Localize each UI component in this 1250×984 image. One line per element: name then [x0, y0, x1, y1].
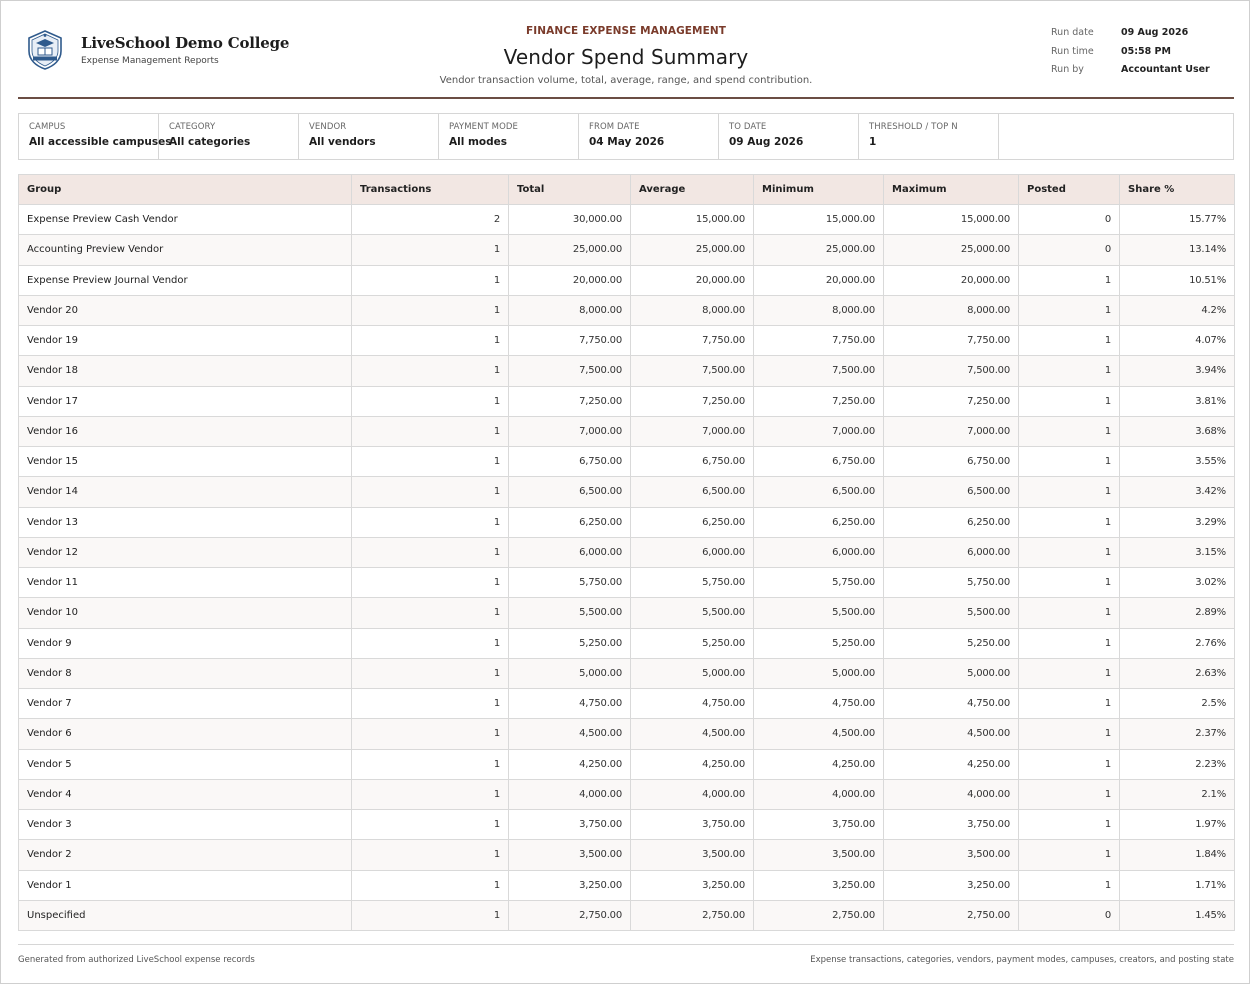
value-cell: 3.02%: [1120, 568, 1235, 598]
value-cell: 3,500.00: [509, 840, 631, 870]
value-cell: 5,750.00: [884, 568, 1019, 598]
value-cell: 1.97%: [1120, 810, 1235, 840]
value-cell: 6,000.00: [884, 537, 1019, 567]
page-title: Vendor Spend Summary: [503, 45, 749, 69]
value-cell: 7,750.00: [509, 326, 631, 356]
value-cell: 13.14%: [1120, 235, 1235, 265]
value-cell: 1: [352, 386, 509, 416]
value-cell: 3,500.00: [631, 840, 754, 870]
value-cell: 2.89%: [1120, 598, 1235, 628]
run-date-row: [1051, 27, 1210, 46]
value-cell: 4,500.00: [631, 719, 754, 749]
value-cell: 4,250.00: [509, 749, 631, 779]
value-cell: 15,000.00: [631, 205, 754, 235]
group-cell: Vendor 16: [19, 416, 352, 446]
value-cell: 1: [352, 719, 509, 749]
value-cell: 7,000.00: [509, 416, 631, 446]
filter-label: TO DATE: [729, 122, 767, 132]
group-cell: Expense Preview Journal Vendor: [19, 265, 352, 295]
value-cell: 2.76%: [1120, 628, 1235, 658]
value-cell: 1: [352, 507, 509, 537]
group-cell: Vendor 11: [19, 568, 352, 598]
group-cell: Vendor 20: [19, 295, 352, 325]
filter-value: 04 May 2026: [589, 136, 665, 148]
group-cell: Vendor 3: [19, 810, 352, 840]
value-cell: 7,750.00: [631, 326, 754, 356]
filter-label: FROM DATE: [589, 122, 640, 132]
value-cell: 4,500.00: [509, 719, 631, 749]
table-row: [19, 870, 1235, 900]
value-cell: 4,750.00: [754, 689, 884, 719]
value-cell: 7,250.00: [754, 386, 884, 416]
value-cell: 7,500.00: [884, 356, 1019, 386]
group-cell: Vendor 19: [19, 326, 352, 356]
run-by-row: [1051, 64, 1210, 83]
value-cell: 1: [1019, 295, 1120, 325]
value-cell: 1.71%: [1120, 870, 1235, 900]
value-cell: 5,000.00: [884, 658, 1019, 688]
value-cell: 3,750.00: [884, 810, 1019, 840]
value-cell: 1: [1019, 416, 1120, 446]
value-cell: 1: [1019, 386, 1120, 416]
value-cell: 4,500.00: [754, 719, 884, 749]
value-cell: 5,000.00: [509, 658, 631, 688]
run-meta: [1051, 27, 1210, 83]
value-cell: 25,000.00: [631, 235, 754, 265]
column-header: Transactions: [352, 175, 509, 205]
value-cell: 6,750.00: [631, 447, 754, 477]
value-cell: 4,000.00: [754, 779, 884, 809]
table-row: [19, 265, 1235, 295]
value-cell: 3,750.00: [631, 810, 754, 840]
value-cell: 1: [1019, 810, 1120, 840]
value-cell: 7,250.00: [884, 386, 1019, 416]
value-cell: 3,250.00: [631, 870, 754, 900]
vendor-spend-table: [18, 174, 1235, 931]
value-cell: 0: [1019, 900, 1120, 930]
table-row: [19, 568, 1235, 598]
filter-value: All vendors: [309, 136, 376, 148]
value-cell: 1: [352, 749, 509, 779]
group-cell: Vendor 7: [19, 689, 352, 719]
table-row: [19, 537, 1235, 567]
value-cell: 1: [352, 537, 509, 567]
value-cell: 2.5%: [1120, 689, 1235, 719]
value-cell: 3.55%: [1120, 447, 1235, 477]
value-cell: 3.94%: [1120, 356, 1235, 386]
report-header: [18, 15, 1234, 99]
value-cell: 1: [352, 900, 509, 930]
value-cell: 3.68%: [1120, 416, 1235, 446]
value-cell: 5,250.00: [754, 628, 884, 658]
table-row: [19, 386, 1235, 416]
value-cell: 8,000.00: [884, 295, 1019, 325]
value-cell: 1: [1019, 658, 1120, 688]
value-cell: 4,750.00: [884, 689, 1019, 719]
value-cell: 3.15%: [1120, 537, 1235, 567]
run-time-label: Run time: [1051, 45, 1094, 57]
value-cell: 1: [1019, 265, 1120, 295]
value-cell: 1: [352, 326, 509, 356]
table-header: [19, 175, 1235, 205]
value-cell: 1: [352, 779, 509, 809]
table-row: [19, 598, 1235, 628]
table-row: [19, 205, 1235, 235]
filter-value: 09 Aug 2026: [729, 136, 804, 148]
footer-left-note: Generated from authorized LiveSchool expense records: [18, 955, 255, 965]
value-cell: 2,750.00: [754, 900, 884, 930]
table-row: [19, 719, 1235, 749]
value-cell: 4,250.00: [631, 749, 754, 779]
filter-from-date: [579, 114, 719, 159]
value-cell: 1: [1019, 779, 1120, 809]
group-cell: Vendor 4: [19, 779, 352, 809]
value-cell: 3.42%: [1120, 477, 1235, 507]
value-cell: 4,750.00: [631, 689, 754, 719]
table-row: [19, 689, 1235, 719]
value-cell: 1: [1019, 537, 1120, 567]
value-cell: 6,250.00: [631, 507, 754, 537]
value-cell: 6,250.00: [754, 507, 884, 537]
column-header: Maximum: [884, 175, 1019, 205]
value-cell: 5,000.00: [631, 658, 754, 688]
value-cell: 3,750.00: [754, 810, 884, 840]
value-cell: 25,000.00: [754, 235, 884, 265]
value-cell: 1: [1019, 507, 1120, 537]
table-row: [19, 507, 1235, 537]
table-row: [19, 658, 1235, 688]
value-cell: 1: [1019, 568, 1120, 598]
value-cell: 7,250.00: [631, 386, 754, 416]
filter-label: VENDOR: [309, 122, 347, 132]
value-cell: 7,000.00: [754, 416, 884, 446]
run-time-value: 05:58 PM: [1121, 45, 1171, 57]
filter-payment-mode: [439, 114, 579, 159]
table-body: [19, 205, 1235, 931]
group-cell: Vendor 12: [19, 537, 352, 567]
value-cell: 6,750.00: [754, 447, 884, 477]
college-name: LiveSchool Demo College: [81, 34, 290, 52]
table-row: [19, 840, 1235, 870]
value-cell: 7,500.00: [754, 356, 884, 386]
filter-value: All accessible campuses: [29, 136, 172, 148]
value-cell: 1: [1019, 447, 1120, 477]
value-cell: 3.81%: [1120, 386, 1235, 416]
value-cell: 20,000.00: [884, 265, 1019, 295]
value-cell: 6,500.00: [509, 477, 631, 507]
value-cell: 5,500.00: [509, 598, 631, 628]
group-cell: Vendor 2: [19, 840, 352, 870]
value-cell: 6,500.00: [884, 477, 1019, 507]
value-cell: 0: [1019, 205, 1120, 235]
value-cell: 7,250.00: [509, 386, 631, 416]
value-cell: 2.23%: [1120, 749, 1235, 779]
value-cell: 2,750.00: [509, 900, 631, 930]
value-cell: 4,250.00: [754, 749, 884, 779]
table-row: [19, 356, 1235, 386]
value-cell: 5,250.00: [509, 628, 631, 658]
value-cell: 2.63%: [1120, 658, 1235, 688]
value-cell: 20,000.00: [754, 265, 884, 295]
value-cell: 25,000.00: [509, 235, 631, 265]
value-cell: 1: [1019, 749, 1120, 779]
value-cell: 7,750.00: [884, 326, 1019, 356]
group-cell: Vendor 8: [19, 658, 352, 688]
table-row: [19, 326, 1235, 356]
brand-subtitle: Expense Management Reports: [81, 56, 219, 66]
report-kicker: FINANCE EXPENSE MANAGEMENT: [525, 25, 727, 37]
value-cell: 2,750.00: [631, 900, 754, 930]
value-cell: 1: [1019, 719, 1120, 749]
group-cell: Vendor 10: [19, 598, 352, 628]
value-cell: 1: [352, 658, 509, 688]
value-cell: 1.45%: [1120, 900, 1235, 930]
run-date-label: Run date: [1051, 27, 1094, 38]
value-cell: 1: [352, 870, 509, 900]
value-cell: 7,000.00: [631, 416, 754, 446]
value-cell: 1: [1019, 598, 1120, 628]
value-cell: 1: [352, 356, 509, 386]
value-cell: 3,250.00: [754, 870, 884, 900]
value-cell: 25,000.00: [884, 235, 1019, 265]
table-row: [19, 810, 1235, 840]
run-time-row: [1051, 46, 1210, 65]
value-cell: 5,500.00: [754, 598, 884, 628]
filter-label: CAMPUS: [29, 122, 66, 132]
value-cell: 15,000.00: [884, 205, 1019, 235]
column-header: Posted: [1019, 175, 1120, 205]
table-header-row: [19, 175, 1235, 205]
value-cell: 2.1%: [1120, 779, 1235, 809]
value-cell: 6,000.00: [631, 537, 754, 567]
value-cell: 1: [352, 265, 509, 295]
group-cell: Vendor 1: [19, 870, 352, 900]
filter-vendor: [299, 114, 439, 159]
column-header: Minimum: [754, 175, 884, 205]
filter-value: All modes: [449, 136, 508, 148]
filter-label: CATEGORY: [169, 122, 216, 132]
group-cell: Vendor 6: [19, 719, 352, 749]
value-cell: 7,750.00: [754, 326, 884, 356]
table-row: [19, 295, 1235, 325]
table-row: [19, 447, 1235, 477]
value-cell: 1: [352, 598, 509, 628]
value-cell: 3,750.00: [509, 810, 631, 840]
table-row: [19, 628, 1235, 658]
filter-threshold: [859, 114, 999, 159]
group-cell: Vendor 14: [19, 477, 352, 507]
column-header: Group: [19, 175, 352, 205]
value-cell: 1: [352, 568, 509, 598]
value-cell: 1: [1019, 477, 1120, 507]
value-cell: 6,500.00: [754, 477, 884, 507]
value-cell: 2.37%: [1120, 719, 1235, 749]
group-cell: Vendor 17: [19, 386, 352, 416]
value-cell: 3,250.00: [509, 870, 631, 900]
filter-value: All categories: [169, 136, 251, 148]
table-row: [19, 416, 1235, 446]
value-cell: 10.51%: [1120, 265, 1235, 295]
filter-label: THRESHOLD / TOP N: [869, 122, 958, 132]
value-cell: 2,750.00: [884, 900, 1019, 930]
value-cell: 3,250.00: [884, 870, 1019, 900]
value-cell: 4,000.00: [631, 779, 754, 809]
table-row: [19, 749, 1235, 779]
value-cell: 4,000.00: [884, 779, 1019, 809]
filter-category: [159, 114, 299, 159]
group-cell: Vendor 5: [19, 749, 352, 779]
value-cell: 2: [352, 205, 509, 235]
group-cell: Vendor 15: [19, 447, 352, 477]
value-cell: 6,500.00: [631, 477, 754, 507]
value-cell: 0: [1019, 235, 1120, 265]
value-cell: 1: [352, 840, 509, 870]
value-cell: 1: [1019, 840, 1120, 870]
value-cell: 15,000.00: [754, 205, 884, 235]
value-cell: 6,000.00: [509, 537, 631, 567]
value-cell: 6,250.00: [509, 507, 631, 537]
value-cell: 1: [1019, 356, 1120, 386]
value-cell: 3,500.00: [754, 840, 884, 870]
filter-label: PAYMENT MODE: [449, 122, 519, 132]
value-cell: 6,250.00: [884, 507, 1019, 537]
value-cell: 6,750.00: [509, 447, 631, 477]
run-by-label: Run by: [1051, 64, 1084, 75]
value-cell: 1: [352, 416, 509, 446]
value-cell: 7,000.00: [884, 416, 1019, 446]
value-cell: 5,000.00: [754, 658, 884, 688]
group-cell: Expense Preview Cash Vendor: [19, 205, 352, 235]
value-cell: 1: [1019, 689, 1120, 719]
value-cell: 1: [352, 295, 509, 325]
value-cell: 1: [352, 628, 509, 658]
value-cell: 3,500.00: [884, 840, 1019, 870]
filter-value: 1: [869, 136, 877, 148]
table-row: [19, 477, 1235, 507]
value-cell: 7,500.00: [509, 356, 631, 386]
run-date-value: 09 Aug 2026: [1121, 27, 1189, 38]
table-row: [19, 900, 1235, 930]
value-cell: 4.2%: [1120, 295, 1235, 325]
value-cell: 5,750.00: [631, 568, 754, 598]
value-cell: 1.84%: [1120, 840, 1235, 870]
value-cell: 15.77%: [1120, 205, 1235, 235]
value-cell: 8,000.00: [509, 295, 631, 325]
value-cell: 5,750.00: [509, 568, 631, 598]
value-cell: 20,000.00: [509, 265, 631, 295]
value-cell: 4,000.00: [509, 779, 631, 809]
value-cell: 8,000.00: [754, 295, 884, 325]
value-cell: 8,000.00: [631, 295, 754, 325]
value-cell: 1: [1019, 326, 1120, 356]
group-cell: Unspecified: [19, 900, 352, 930]
group-cell: Accounting Preview Vendor: [19, 235, 352, 265]
group-cell: Vendor 9: [19, 628, 352, 658]
value-cell: 4,500.00: [884, 719, 1019, 749]
report-subtitle: Vendor transaction volume, total, average, range, and spend contribution.: [439, 75, 813, 86]
run-by-value: Accountant User: [1121, 64, 1210, 75]
footer-right-note: Expense transactions, categories, vendors, payment modes, campuses, creators, and posting state: [810, 955, 1234, 965]
value-cell: 1: [352, 447, 509, 477]
value-cell: 1: [352, 477, 509, 507]
filter-summary: [18, 113, 1234, 160]
group-cell: Vendor 13: [19, 507, 352, 537]
value-cell: 1: [352, 235, 509, 265]
table-row: [19, 779, 1235, 809]
value-cell: 1: [352, 689, 509, 719]
report-footer: [18, 944, 1234, 965]
value-cell: 5,250.00: [631, 628, 754, 658]
value-cell: 5,500.00: [884, 598, 1019, 628]
value-cell: 1: [1019, 870, 1120, 900]
value-cell: 1: [352, 810, 509, 840]
filter-to-date: [719, 114, 859, 159]
value-cell: 7,500.00: [631, 356, 754, 386]
value-cell: 5,250.00: [884, 628, 1019, 658]
filter-campus: [19, 114, 172, 159]
table-row: [19, 235, 1235, 265]
value-cell: 6,750.00: [884, 447, 1019, 477]
value-cell: 4,250.00: [884, 749, 1019, 779]
vendor-spend-table-wrapper: [18, 174, 1234, 931]
column-header: Total: [509, 175, 631, 205]
group-cell: Vendor 18: [19, 356, 352, 386]
value-cell: 5,750.00: [754, 568, 884, 598]
value-cell: 4,750.00: [509, 689, 631, 719]
value-cell: 1: [1019, 628, 1120, 658]
value-cell: 30,000.00: [509, 205, 631, 235]
value-cell: 5,500.00: [631, 598, 754, 628]
column-header: Average: [631, 175, 754, 205]
value-cell: 20,000.00: [631, 265, 754, 295]
value-cell: 3.29%: [1120, 507, 1235, 537]
column-header: Share %: [1120, 175, 1235, 205]
value-cell: 6,000.00: [754, 537, 884, 567]
value-cell: 4.07%: [1120, 326, 1235, 356]
